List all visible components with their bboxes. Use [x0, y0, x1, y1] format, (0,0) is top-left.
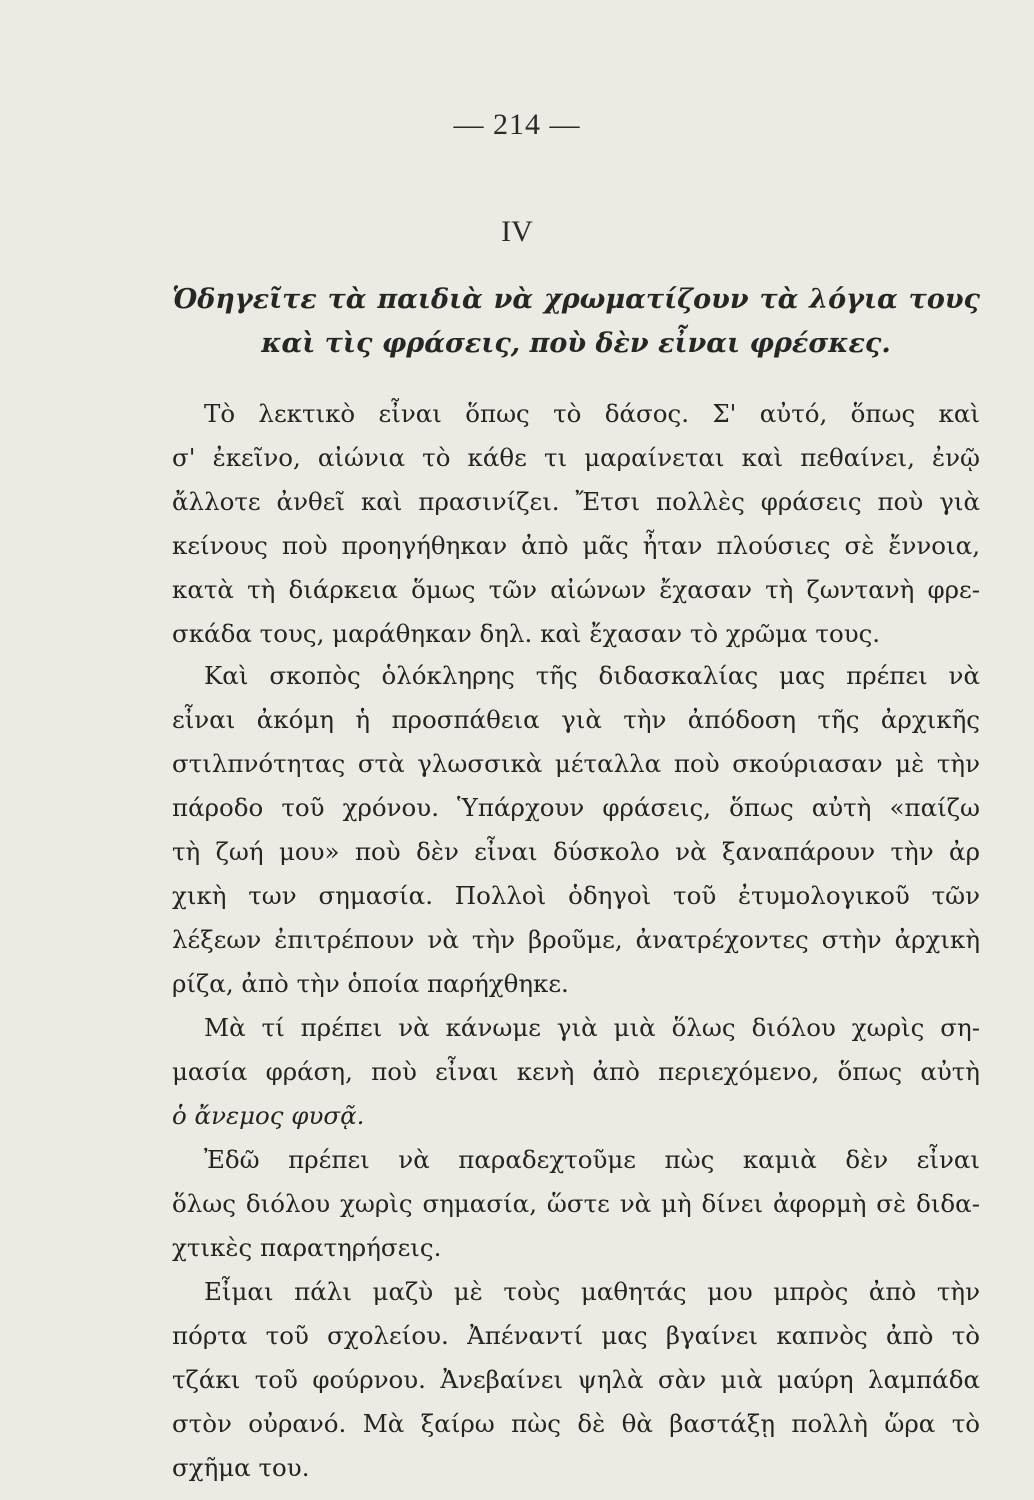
text-line: Εἶμαι πάλι μαζὺ μὲ τοὺς μαθητάς μου μπρὸς ἀπὸ τὴν [204, 1277, 980, 1306]
text-line: λέξεων ἐπιτρέπουν νὰ τὴν βροῦμε, ἀνατρέχοντες στὴν ἀρχικὴ [172, 925, 980, 954]
text-line: πόρτα τοῦ σχολείου. Ἀπέναντί μας βγαίνει καπνὸς ἀπὸ τὸ [172, 1321, 980, 1350]
section-heading-line-2: καὶ τὶς φράσεις, ποὺ δὲν εἶναι φρέσκες. [261, 328, 891, 359]
text-line: κείνους ποὺ προηγήθηκαν ἀπὸ μᾶς ἦταν πλούσιες σὲ ἔννοια, [172, 531, 980, 560]
text-line: τὴ ζωή μου» ποὺ δὲν εἶναι δύσκολο νὰ ξαναπάρουν τὴν ἀρ [172, 837, 980, 866]
text-line: σκάδα τους, μαράθηκαν δηλ. καὶ ἔχασαν τὸ χρῶμα τους. [172, 619, 881, 648]
text-line: χικὴ των σημασία. Πολλοὶ ὁδηγοὶ τοῦ ἐτυμολογικοῦ τῶν [172, 881, 980, 910]
text-line: σχῆμα του. [172, 1453, 310, 1482]
text-line: μασία φράση, ποὺ εἶναι κενὴ ἀπὸ περιεχόμενο, ὅπως αὐτὴ [172, 1057, 980, 1086]
text-line: κατὰ τὴ διάρκεια ὅμως τῶν αἰώνων ἔχασαν τὴ ζωντανὴ φρε- [172, 575, 980, 604]
section-heading-line-1: Ὁδηγεῖτε τὰ παιδιὰ νὰ χρωματίζουν τὰ λόγια τους [172, 284, 980, 315]
text-line: Ἐδῶ πρέπει νὰ παραδεχτοῦμε πὼς καμιὰ δὲν εἶναι [204, 1145, 980, 1174]
text-line: στιλπνότητας στὰ γλωσσικὰ μέταλλα ποὺ σκούριασαν μὲ τὴν [172, 749, 980, 778]
text-line: Καὶ σκοπὸς ὁλόκληρης τῆς διδασκαλίας μας πρέπει νὰ [204, 661, 980, 690]
text-line: τζάκι τοῦ φούρνου. Ἀνεβαίνει ψηλὰ σὰν μιὰ μαύρη λαμπάδα [172, 1365, 980, 1394]
text-line: Μὰ τί πρέπει νὰ κάνωμε γιὰ μιὰ ὅλως διόλου χωρὶς ση- [204, 1013, 980, 1042]
text-line: ἄλλοτε ἀνθεῖ καὶ πρασινίζει. Ἔτσι πολλὲς φράσεις ποὺ γιὰ [172, 487, 980, 516]
text-line: σ' ἐκεῖνο, αἰώνια τὸ κάθε τι μαραίνεται καὶ πεθαίνει, ἐνῷ [172, 443, 980, 472]
page-number: — 214 — [453, 108, 581, 141]
text-line: ὅλως διόλου χωρὶς σημασία, ὥστε νὰ μὴ δίνει ἀφορμὴ σὲ διδα- [172, 1189, 980, 1218]
text-line: στὸν οὐρανό. Μὰ ξαίρω πὼς δὲ θὰ βαστάξῃ πολλὴ ὥρα τὸ [172, 1409, 980, 1438]
text-line: Τὸ λεκτικὸ εἶναι ὅπως τὸ δάσος. Σ' αὐτό, ὅπως καὶ [204, 399, 980, 428]
text-line: ρίζα, ἀπὸ τὴν ὁποία παρήχθηκε. [172, 969, 569, 998]
text-line: πάροδο τοῦ χρόνου. Ὑπάρχουν φράσεις, ὅπως αὐτὴ «παίζω [172, 793, 980, 822]
text-line: ὁ ἄνεμος φυσᾷ. [172, 1101, 365, 1130]
text-line: εἶναι ἀκόμη ἡ προσπάθεια γιὰ τὴν ἀπόδοση τῆς ἀρχικῆς [172, 705, 980, 734]
section-number: IV [501, 215, 533, 248]
text-line: χτικὲς παρατηρήσεις. [172, 1233, 442, 1262]
